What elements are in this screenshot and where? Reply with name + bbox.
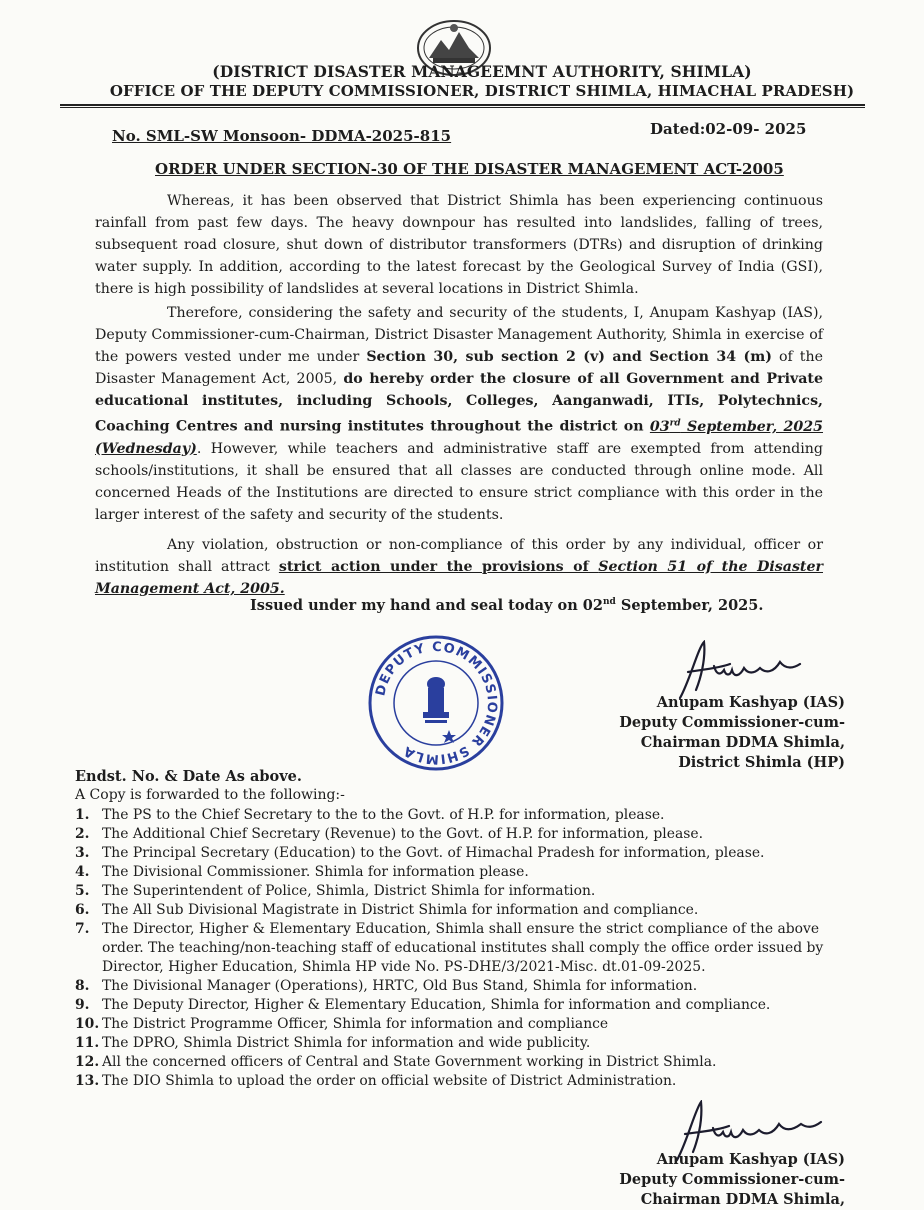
- endorsement-heading: Endst. No. & Date As above.: [75, 768, 302, 785]
- list-item: [75, 882, 845, 901]
- signatory-designation-1: Deputy Commissioner-cum-: [619, 714, 845, 731]
- list-item-text: The Superintendent of Police, Shimla, District Shimla for information.: [102, 883, 596, 899]
- paragraph-whereas: Whereas, it has been observed that District Shimla has been experiencing continuous rainfall from past few days. The heavy downpour has resulted into landslides, falling of trees, subsequent road closure, shut down of distributor transformers (DTRs) and disruption of drinking water supply. In addition, according to the latest forecast by the Geological Survey of India (GSI), there is high possibility of landslides at several locations in District Shimla.: [95, 193, 823, 297]
- list-item-number: 8.: [75, 978, 90, 994]
- list-item: [75, 806, 845, 825]
- list-item-text: The PS to the Chief Secretary to the to the Govt. of H.P. for information, please.: [102, 807, 665, 823]
- order-title: ORDER UNDER SECTION-30 OF THE DISASTER MANAGEMENT ACT-2005: [155, 160, 784, 178]
- reference-number: No. SML-SW Monsoon- DDMA-2025-815: [112, 127, 452, 145]
- official-seal-stamp: [365, 632, 507, 774]
- header-rule-thin: [60, 107, 865, 108]
- signatory-block-bottom: [600, 1150, 845, 1210]
- list-item: [75, 825, 845, 844]
- closure-day-suffix: rd: [669, 418, 681, 428]
- list-item: [75, 996, 845, 1015]
- order-sections: Section 30, sub section 2 (v) and Section 34 (m): [366, 349, 772, 365]
- list-item-number: 13.: [75, 1073, 100, 1089]
- list-item-text: The Divisional Manager (Operations), HRTC, Old Bus Stand, Shimla for information.: [102, 978, 698, 994]
- list-item-number: 1.: [75, 807, 90, 823]
- signatory-designation-bottom-1: Deputy Commissioner-cum-: [619, 1171, 845, 1188]
- list-item: [75, 1053, 845, 1072]
- issued-text-a: Issued under my hand and seal today on 02: [250, 597, 603, 614]
- header-line-1: (DISTRICT DISASTER MANAGEEMNT AUTHORITY, SHIMLA): [212, 62, 752, 81]
- list-item-text: The Director, Higher & Elementary Education, Shimla shall ensure the strict compliance of the above order. The teaching/non-teaching staff of educational institutes shall comply the office order issued by Director, Higher Education, Shimla HP vide No. PS-DHE/3/2021-Misc. dt.01-09-2025.: [102, 921, 824, 975]
- list-item-text: All the concerned officers of Central and State Government working in District Shimla.: [102, 1054, 717, 1070]
- ashoka-emblem-icon: [423, 677, 449, 723]
- list-item-number: 11.: [75, 1035, 100, 1051]
- list-item-number: 3.: [75, 845, 90, 861]
- list-item-number: 5.: [75, 883, 90, 899]
- paragraph-order: [95, 302, 823, 526]
- closure-date-rest: September, 2025 (Wednesday): [95, 418, 823, 457]
- list-item-number: 4.: [75, 864, 90, 880]
- list-item-text: The Divisional Commissioner. Shimla for information please.: [102, 864, 529, 880]
- signatory-designation-bottom-2: Chairman DDMA Shimla,: [640, 1191, 845, 1208]
- list-item: [75, 1034, 845, 1053]
- list-item-text: The District Programme Officer, Shimla for information and compliance: [102, 1016, 609, 1032]
- violation-strict-action: strict action under the provisions of: [278, 559, 599, 575]
- list-item: [75, 901, 845, 920]
- list-item-text: The All Sub Divisional Magistrate in District Shimla for information and compliance.: [102, 902, 699, 918]
- closure-day: 03: [649, 418, 670, 435]
- list-item-number: 12.: [75, 1054, 100, 1070]
- order-text-f: . However, while teachers and administrative staff are exempted from attending schools/institutions, it shall be ensured that all classes are conducted through online mode. All concerned Heads of the Institutions are directed to ensure strict compliance with this order in the larger interest of the safety and security of the students.: [95, 440, 823, 523]
- order-closure: do hereby order the closure of all Government and Private educational institutes, including Schools, Colleges, Aanganwadi, ITIs, Polytechnics, Coaching Centres and nursing institutes throughout the district on: [95, 371, 823, 435]
- order-date: Dated:02-09- 2025: [650, 120, 807, 138]
- signatory-designation-3: District Shimla (HP): [678, 754, 845, 771]
- list-item: [75, 920, 845, 977]
- list-item: [75, 844, 845, 863]
- list-item-number: 7.: [75, 921, 90, 937]
- list-item-text: The DIO Shimla to upload the order on official website of District Administration.: [102, 1073, 677, 1089]
- issued-text-b: September, 2025.: [615, 597, 764, 614]
- list-item-text: The DPRO, Shimla District Shimla for information and wide publicity.: [102, 1035, 591, 1051]
- violation-text-a: Any violation, obstruction or non-compliance of this order by any individual, officer or institution shall attract: [95, 537, 823, 575]
- signatory-name: Anupam Kashyap (IAS): [656, 694, 845, 711]
- endorsement-intro: A Copy is forwarded to the following:-: [75, 787, 345, 803]
- list-item: [75, 863, 845, 882]
- list-item-number: 6.: [75, 902, 90, 918]
- list-item: [75, 1072, 845, 1091]
- paragraph-violation: [95, 534, 823, 600]
- list-item-text: The Principal Secretary (Education) to the Govt. of Himachal Pradesh for information, please.: [102, 845, 765, 861]
- list-item-number: 9.: [75, 997, 90, 1013]
- signatory-block: [600, 693, 845, 773]
- header-line-2: OFFICE OF THE DEPUTY COMMISSIONER, DISTRICT SHIMLA, HIMACHAL PRADESH): [109, 82, 855, 100]
- signatory-name-bottom: Anupam Kashyap (IAS): [656, 1151, 845, 1168]
- list-item-number: 10.: [75, 1016, 100, 1032]
- signatory-designation-2: Chairman DDMA Shimla,: [640, 734, 845, 751]
- distribution-list: [75, 806, 845, 1091]
- stamp-text: DEPUTY COMMISSIONER SHIMLA: [373, 639, 500, 767]
- violation-section-51: Section 51 of the Disaster Management Act, 2005.: [95, 559, 823, 597]
- header-rule: [60, 104, 865, 106]
- list-item: [75, 1015, 845, 1034]
- order-text-a: Therefore, considering the safety and security of the students, I, Anupam Kashyap (IAS), Deputy Commissioner-cum-Chairman, District Disaster Management Authority, Shimla in exercise of the powers vested under me under: [95, 305, 823, 365]
- list-item: [75, 977, 845, 996]
- issued-line: [250, 597, 763, 614]
- order-text-c: of the Disaster Management Act, 2005,: [95, 349, 823, 387]
- signature-image: [670, 640, 830, 700]
- list-item-number: 2.: [75, 826, 90, 842]
- list-item-text: The Deputy Director, Higher & Elementary Education, Shimla for information and compliance.: [102, 997, 771, 1013]
- list-item-text: The Additional Chief Secretary (Revenue) to the Govt. of H.P. for information, please.: [102, 826, 703, 842]
- issued-sup: nd: [602, 597, 616, 608]
